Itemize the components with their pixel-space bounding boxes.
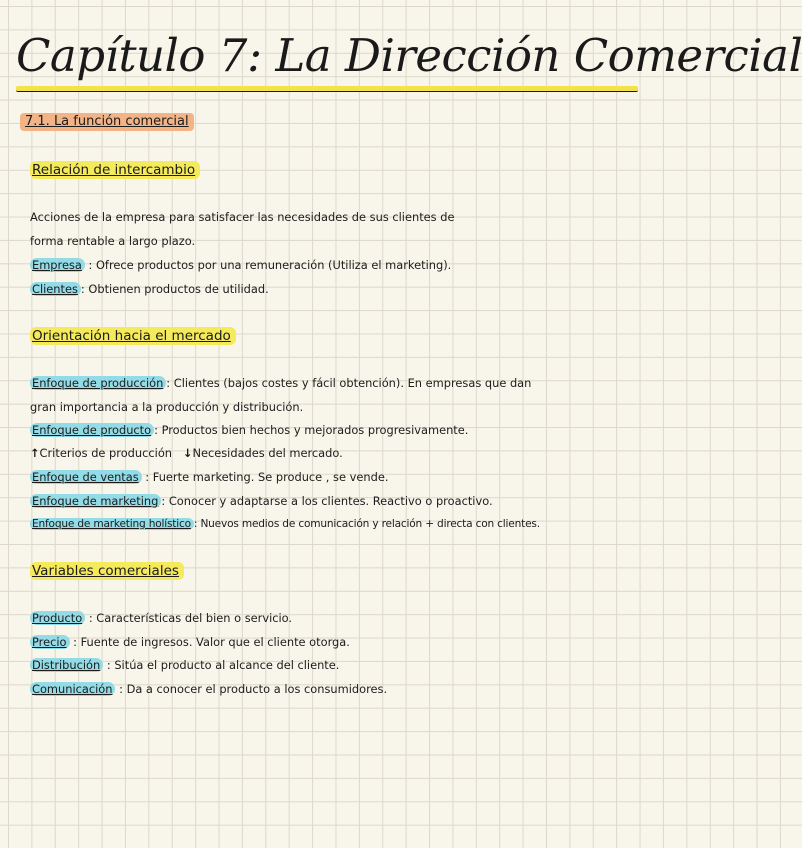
term-enfoque-producto: Enfoque de producto xyxy=(30,423,154,437)
note-line: gran importancia a la producción y distribución. xyxy=(30,400,304,414)
term-producto: Producto xyxy=(30,611,85,625)
note-line: Enfoque de producto : Productos bien hechos y mejorados progresivamente. xyxy=(32,423,469,437)
term-enfoque-ventas: Enfoque de ventas xyxy=(30,470,142,484)
arrow-up-icon: ↑ xyxy=(30,446,40,460)
term-precio: Precio xyxy=(30,635,70,649)
note-line: Clientes : Obtienen productos de utilidad. xyxy=(32,282,269,296)
heading-orientacion-mercado: Orientación hacia el mercado xyxy=(30,327,236,345)
term-distribucion: Distribución xyxy=(30,658,103,672)
section-tag: 7.1. La función comercial xyxy=(20,113,194,131)
term-enfoque-produccion: Enfoque de producción xyxy=(30,376,166,390)
note-line: Precio : Fuente de ingresos. Valor que el cliente otorga. xyxy=(32,635,350,649)
note-line: Enfoque de producción : Clientes (bajos costes y fácil obtención). En empresas que dan xyxy=(32,376,532,390)
term-clientes: Clientes xyxy=(30,282,81,296)
note-line: forma rentable a largo plazo. xyxy=(30,234,196,248)
title-underline xyxy=(16,86,638,92)
note-line: Enfoque de ventas : Fuerte marketing. Se produce , se vende. xyxy=(32,470,389,484)
term-enfoque-marketing: Enfoque de marketing xyxy=(30,494,161,508)
note-line: Empresa : Ofrece productos por una remuneración (Utiliza el marketing). xyxy=(32,258,452,272)
term-empresa: Empresa xyxy=(30,258,85,272)
heading-relacion-intercambio: Relación de intercambio xyxy=(30,161,200,179)
note-line: Producto : Características del bien o servicio. xyxy=(32,611,293,625)
heading-variables-comerciales: Variables comerciales xyxy=(30,562,184,580)
arrow-down-icon: ↓ xyxy=(182,446,193,460)
note-line: Enfoque de marketing holístico : Nuevos medios de comunicación y relación + directa con clientes. xyxy=(32,518,540,530)
note-line: Comunicación : Da a conocer el producto a los consumidores. xyxy=(32,682,388,696)
term-enfoque-marketing-holistico: Enfoque de marketing holístico xyxy=(30,518,194,530)
note-line: Distribución : Sitúa el producto al alcance del cliente. xyxy=(32,658,340,672)
page-title: Capítulo 7: La Dirección Comercial xyxy=(16,29,802,82)
note-line: Acciones de la empresa para satisfacer las necesidades de sus clientes de xyxy=(30,210,455,224)
note-line: ↑Criterios de producción ↓Necesidades del mercado. xyxy=(30,446,343,460)
term-comunicacion: Comunicación xyxy=(30,682,115,696)
note-line: Enfoque de marketing : Conocer y adaptarse a los clientes. Reactivo o proactivo. xyxy=(32,494,493,508)
